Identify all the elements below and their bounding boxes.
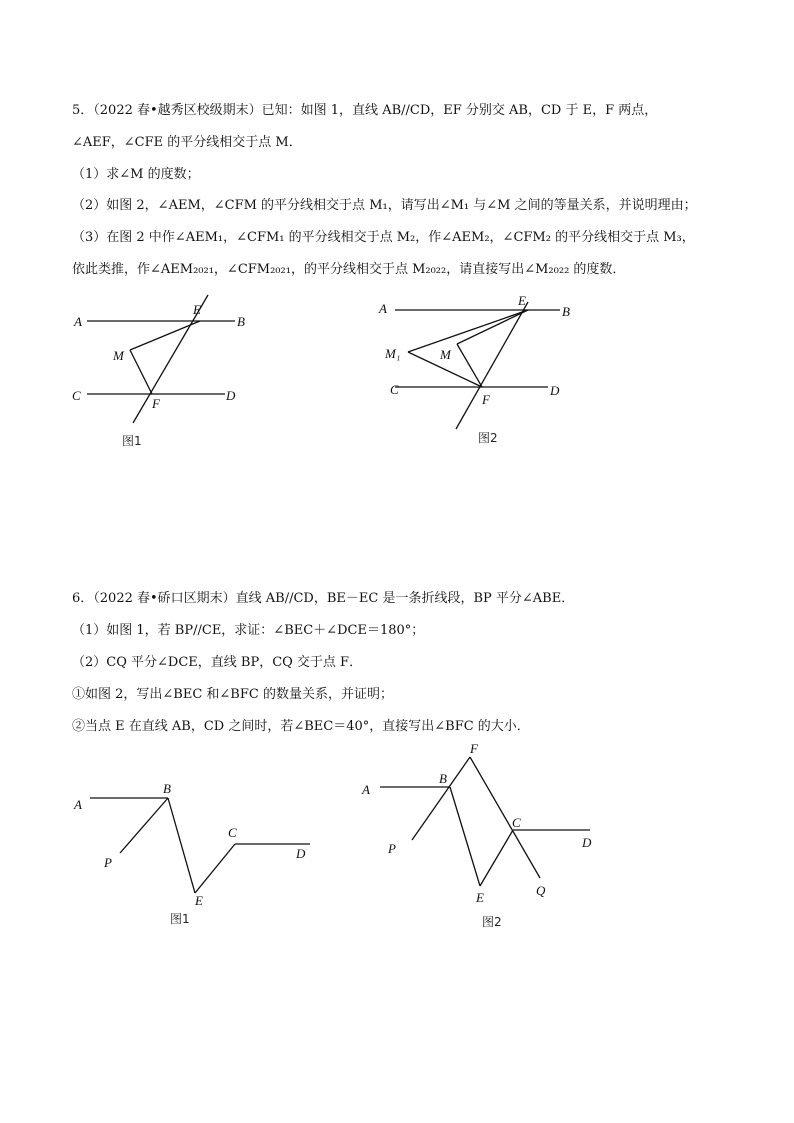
p5-figure-1 <box>60 290 280 460</box>
p5-f2-label-b: B <box>562 304 570 319</box>
p5-line-5: （3）在图 2 中作∠AEM₁，∠CFM₁ 的平分线相交于点 M₂，作∠AEM₂，∠CFM₂ 的平分线相交于点 M₃， <box>72 230 695 245</box>
p6-f2-label-e: E <box>476 890 484 905</box>
p5-f1-label-f: F <box>152 396 160 411</box>
p5-f2-label-d: D <box>550 383 560 398</box>
p5-f1-label-m: M <box>113 348 124 363</box>
p5-f2-caption: 图2 <box>478 431 498 445</box>
p5-figure-2 <box>370 292 590 452</box>
p6-figure-2 <box>350 740 610 940</box>
p6-line-4: ①如图 2，写出∠BEC 和∠BFC 的数量关系，并证明； <box>72 687 393 702</box>
p6-figure-1 <box>60 775 330 935</box>
p6-f2-label-f: F <box>470 741 478 756</box>
p5-f2-label-m1: M₁ <box>385 346 401 361</box>
p6-line-1: 6．（2022 春•硚口区期末）直线 AB//CD，BE－EC 是一条折线段，BP 平分∠ABE． <box>72 591 575 606</box>
p5-line-6: 依此类推，作∠AEM₂₀₂₁，∠CFM₂₀₂₁，的平分线相交于点 M₂₀₂₂，请直接写出∠M₂₀₂₂ 的度数． <box>72 262 626 277</box>
p6-f2-label-a: A <box>362 782 370 797</box>
p5-line-2: ∠AEF，∠CFE 的平分线相交于点 M． <box>72 135 302 150</box>
p5-f2-label-f: F <box>482 392 490 407</box>
p6-f1-label-e: E <box>195 893 203 908</box>
p6-f2-label-q: Q <box>536 883 546 898</box>
p6-f2-label-d: D <box>582 835 592 850</box>
p5-f2-label-c: C <box>390 382 399 397</box>
p5-f1-caption: 图1 <box>122 434 142 448</box>
p6-f1-label-c: C <box>228 825 237 840</box>
p5-f2-label-m: M <box>440 347 451 362</box>
p6-line-5: ②当点 E 在直线 AB，CD 之间时，若∠BEC＝40°，直接写出∠BFC 的大小． <box>72 719 530 734</box>
p6-f2-label-b: B <box>439 771 447 786</box>
p5-line-4: （2）如图 2，∠AEM，∠CFM 的平分线相交于点 M₁，请写出∠M₁ 与∠M 之间的等量关系，并说明理由； <box>72 198 697 213</box>
p5-line-3: （1）求∠M 的度数； <box>72 167 200 182</box>
p5-f1-label-d: D <box>226 388 236 403</box>
p6-f1-label-d: D <box>296 846 306 861</box>
p6-f1-label-a: A <box>74 797 82 812</box>
p5-f2-label-e: E <box>518 293 526 308</box>
p6-f2-label-p: P <box>388 841 396 856</box>
p5-f2-label-a: A <box>379 301 387 316</box>
p6-f1-label-b: B <box>163 781 171 796</box>
p6-f1-label-p: P <box>104 855 112 870</box>
p5-f1-label-b: B <box>237 314 245 329</box>
p6-line-2: （1）如图 1，若 BP//CE，求证：∠BEC＋∠DCE＝180°； <box>72 623 425 638</box>
p5-f1-label-a: A <box>74 314 82 329</box>
p6-f2-caption: 图2 <box>482 915 502 929</box>
p6-f1-caption: 图1 <box>170 912 190 926</box>
p5-f1-label-e: E <box>193 302 201 317</box>
p5-line-1: 5．（2022 春•越秀区校级期末）已知：如图 1，直线 AB//CD，EF 分别交 AB，CD 于 E，F 两点， <box>72 103 658 118</box>
p6-f2-label-c: C <box>512 815 521 830</box>
p5-f1-label-c: C <box>72 388 81 403</box>
p6-line-3: （2）CQ 平分∠DCE，直线 BP，CQ 交于点 F． <box>72 655 363 670</box>
